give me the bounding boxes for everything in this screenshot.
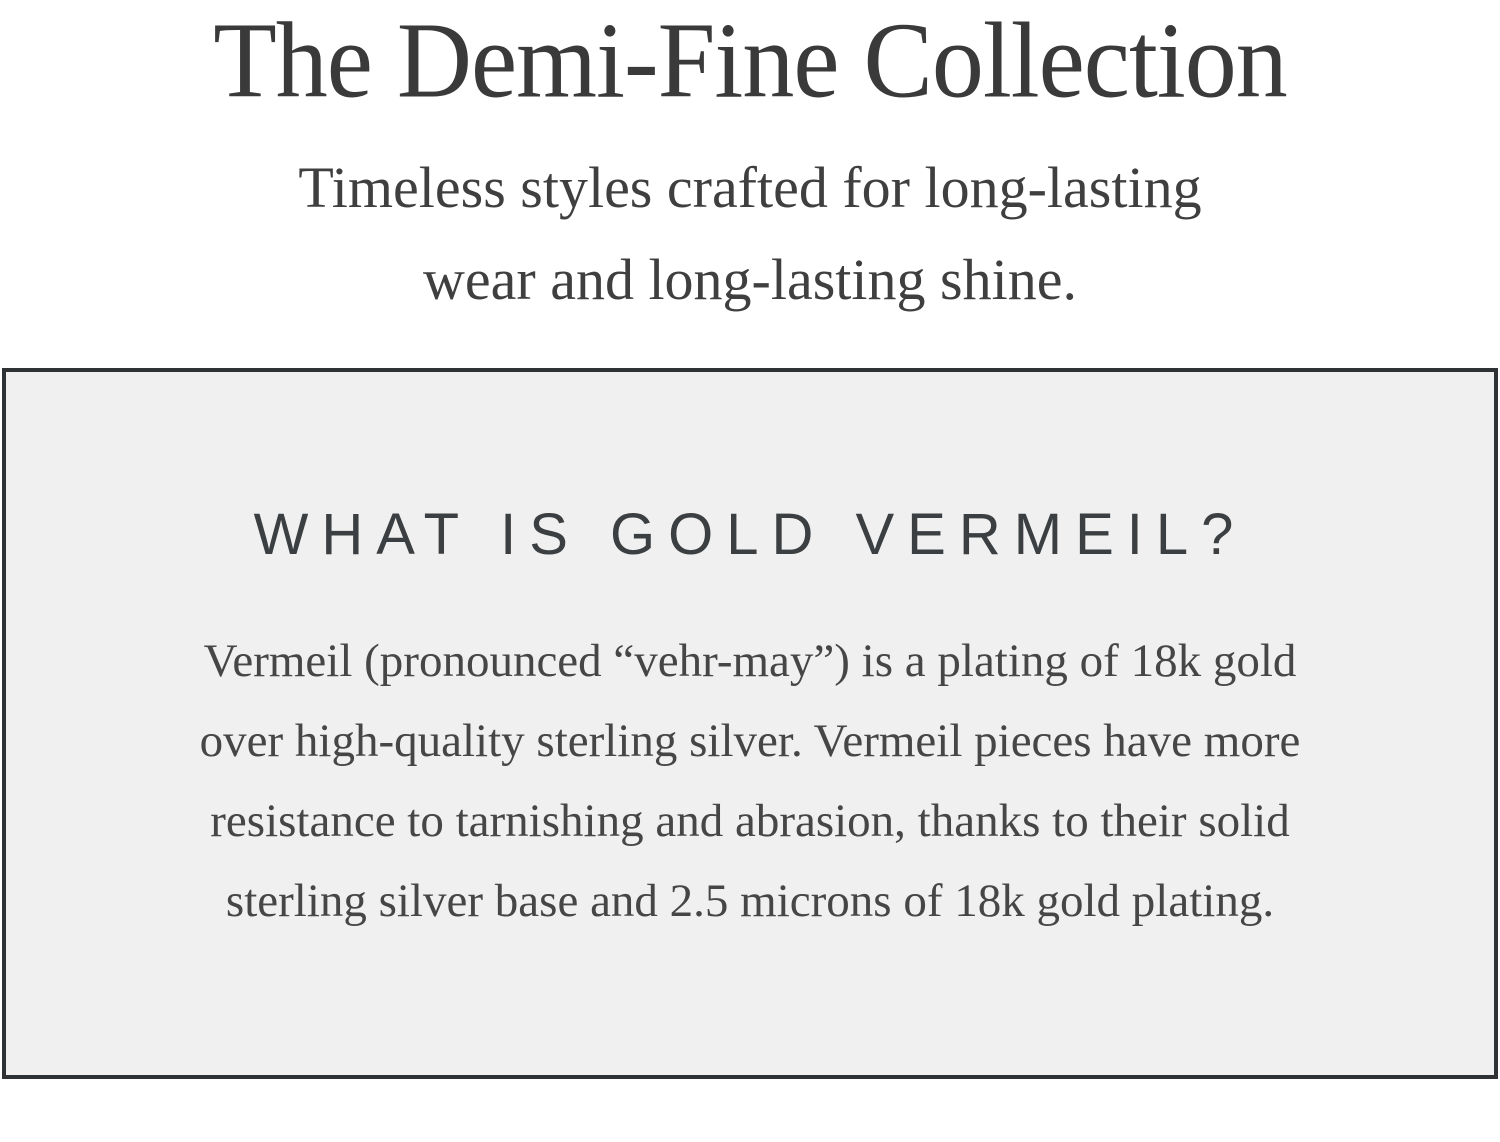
- info-box-body-line-3: resistance to tarnishing and abrasion, thanks to their solid: [210, 795, 1290, 848]
- hero-section: [0, 0, 1500, 326]
- page-title: The Demi-Fine Collection: [213, 0, 1287, 121]
- page-subtitle-line-2: wear and long-lasting shine.: [423, 247, 1077, 313]
- page-subtitle: [0, 142, 1500, 325]
- info-box-body-line-1: Vermeil (pronounced “vehr-may”) is a plating of 18k gold: [203, 635, 1297, 688]
- info-box-body: [200, 621, 1301, 941]
- info-box: [2, 368, 1498, 1079]
- info-box-title: WHAT IS GOLD VERMEIL?: [253, 501, 1247, 567]
- info-box-body-line-2: over high-quality sterling silver. Vermeil pieces have more: [199, 715, 1301, 768]
- info-box-body-line-4: sterling silver base and 2.5 microns of 18k gold plating.: [225, 875, 1275, 928]
- page-subtitle-line-1: Timeless styles crafted for long-lasting: [298, 155, 1202, 221]
